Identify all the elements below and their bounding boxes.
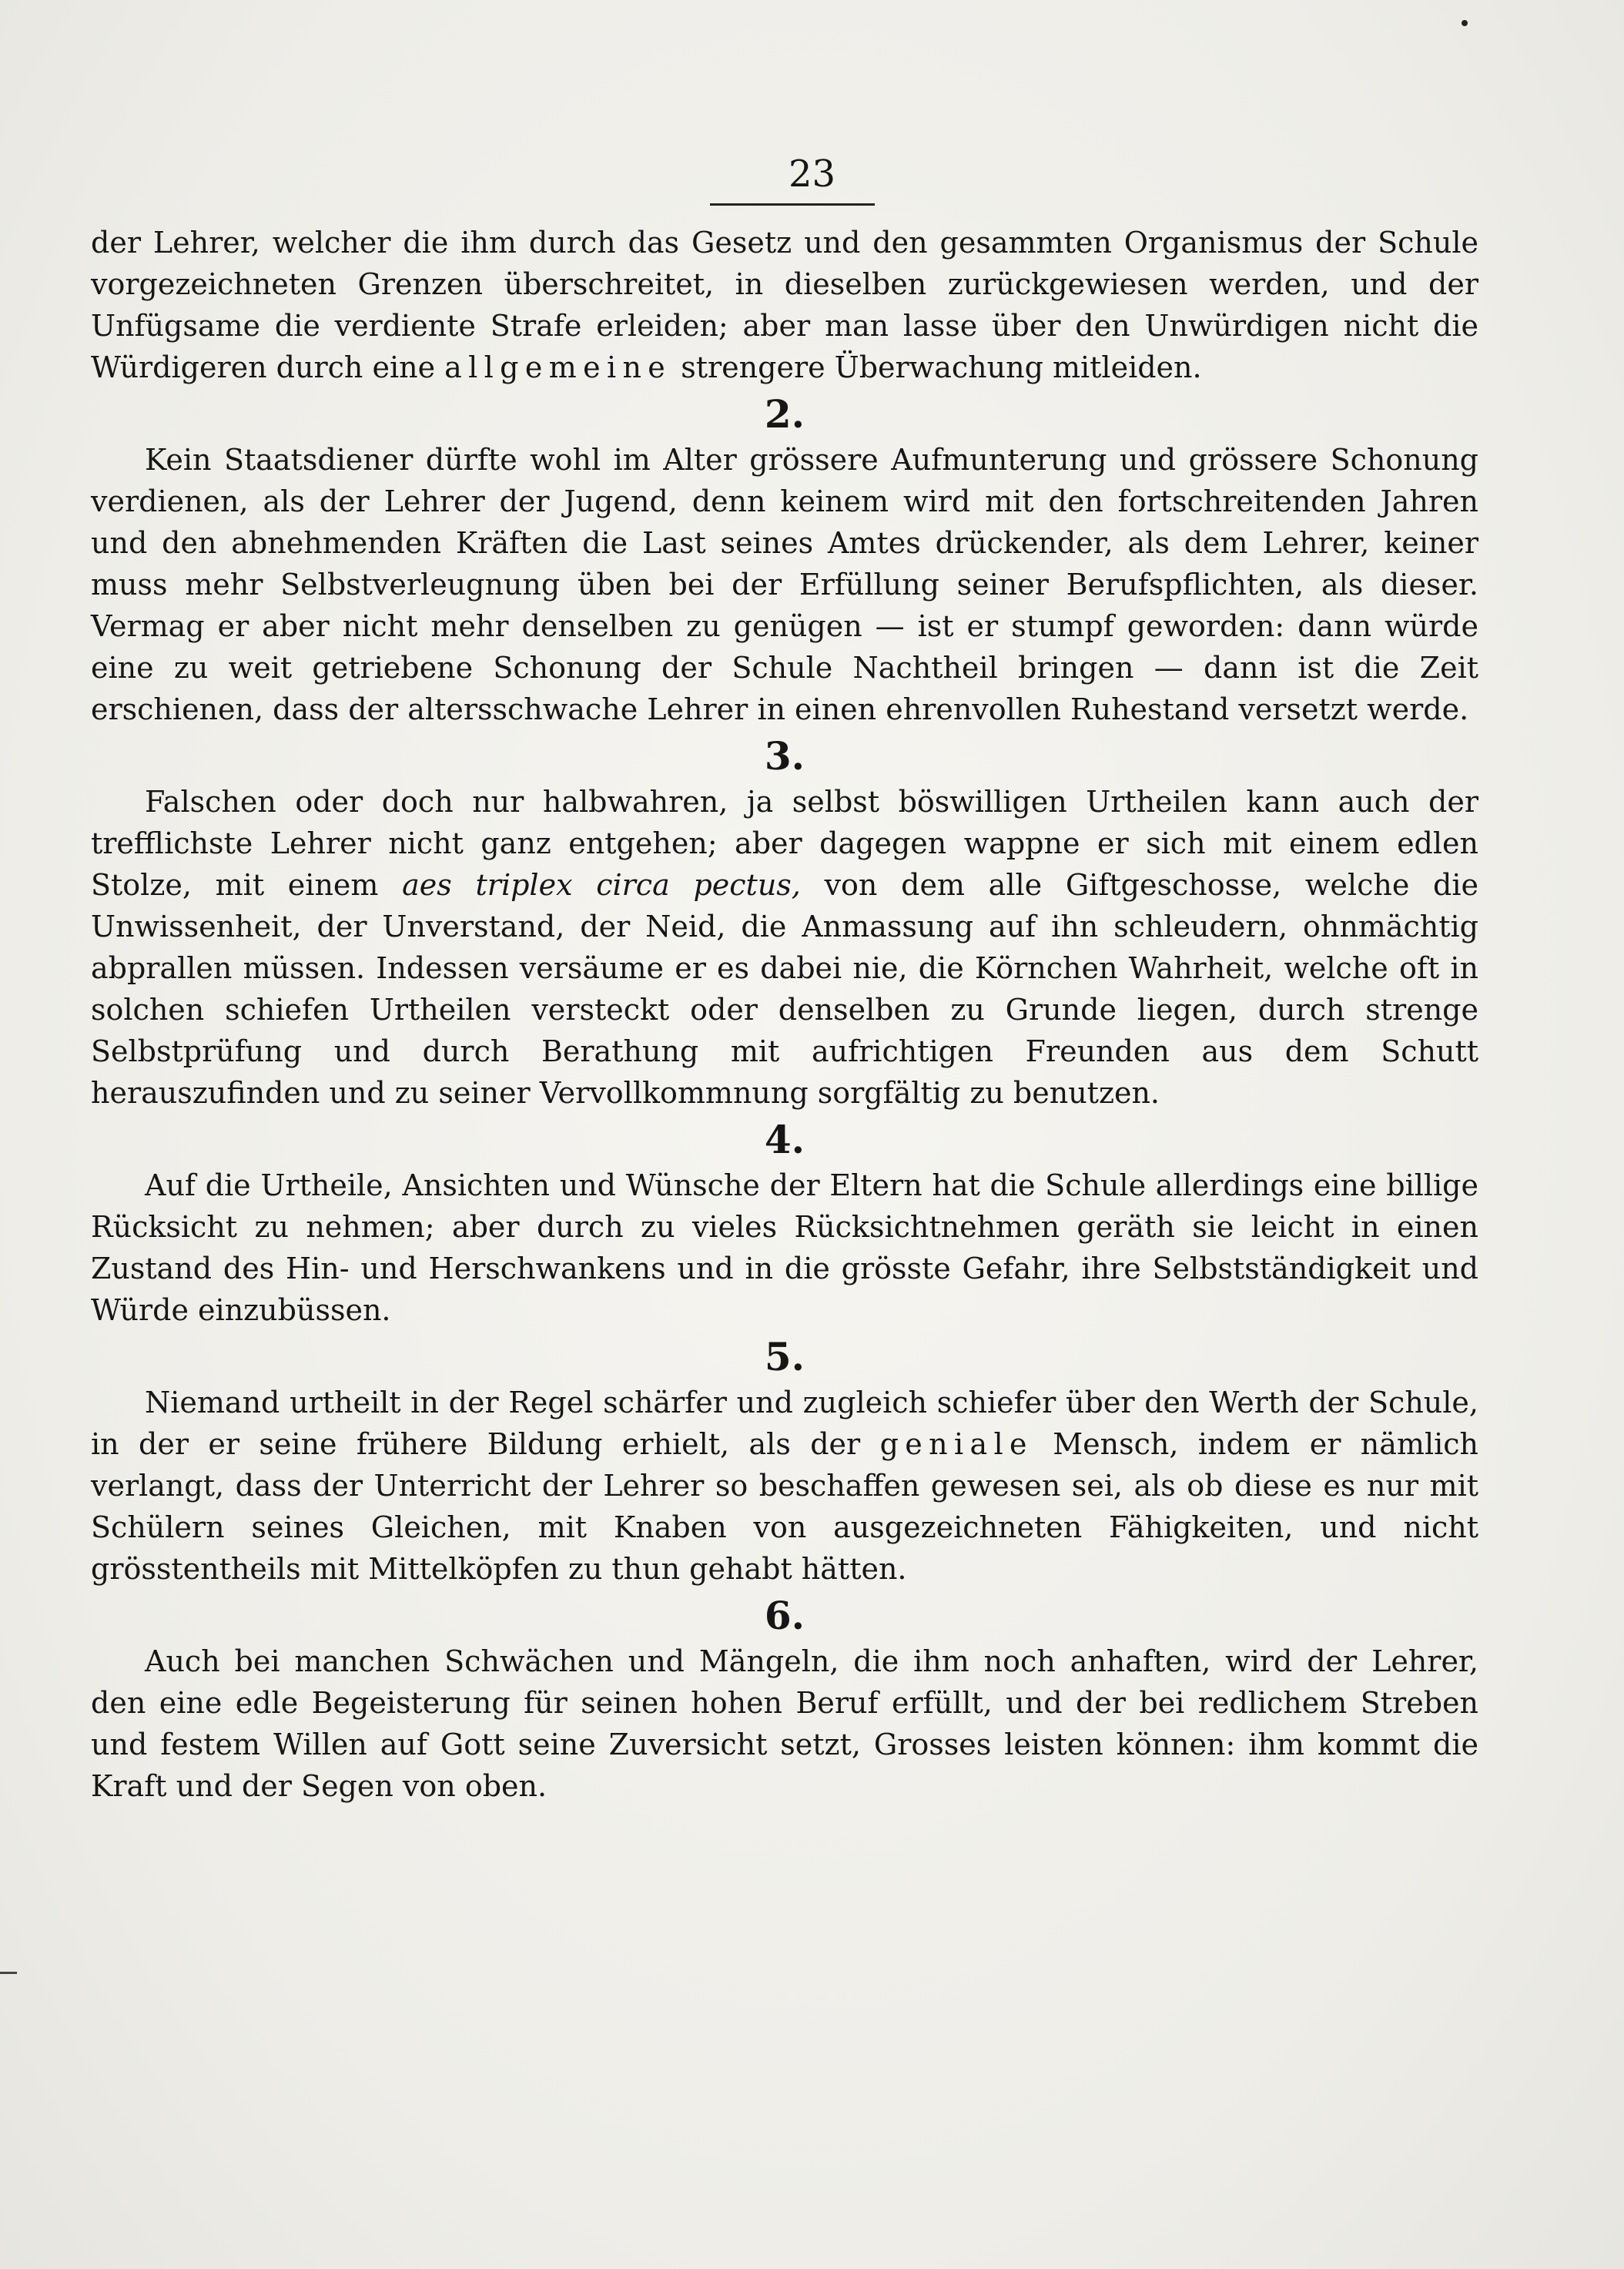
paragraph-text: strengere Überwachung mitleiden. <box>671 350 1202 384</box>
page-number: 23 <box>788 152 836 196</box>
section-4-text: Auf die Urtheile, Ansichten und Wünsche der Eltern hat die Schule allerdings eine billige Rücksicht zu nehmen; aber durch zu vieles Rücksichtnehmen geräth sie leicht in einen Zustand des Hin- und Herschwankens und in die grösste Gefahr, ihre Selbstständigkeit und Würde einzubüssen. <box>91 1168 1478 1327</box>
section-number-4: 4. <box>764 1117 805 1162</box>
body-text <box>91 222 1478 1807</box>
paragraph-text: Niemand urtheilt in der Regel schärfer und zugleich schiefer über den Werth der Schule, in der er seine frühere Bildung erhielt, als der <box>91 1386 1478 1461</box>
ink-speck <box>1462 20 1468 26</box>
section-number-2: 2. <box>764 391 805 437</box>
emphasized-word: geniale <box>879 1427 1033 1461</box>
section-2-text: Kein Staatsdiener dürfte wohl im Alter grössere Aufmunterung und grössere Schonung verdienen, als der Lehrer der Jugend, denn keinem wird mit den fortschreitenden Jahren und den abnehmenden Kräften die Last seines Amtes drückender, als dem Lehrer, keiner muss mehr Selbstverleugnung üben bei der Erfüllung seiner Berufspflichten, als dieser. Vermag er aber nicht mehr denselben zu genügen — ist er stumpf geworden: dann würde eine zu weit getriebene Schonung der Schule Nachtheil bringen — dann ist die Zeit erschienen, dass der altersschwache Lehrer in einen ehrenvollen Ruhestand versetzt werde. <box>91 443 1478 726</box>
header-rule <box>710 203 875 206</box>
margin-mark <box>0 1972 17 1974</box>
latin-phrase: aes triplex circa pectus, <box>402 868 801 902</box>
paragraph-continued <box>91 222 1478 388</box>
paragraph-text: von dem alle Giftgeschosse, welche die Unwissenheit, der Unverstand, der Neid, die Anmassung auf ihn schleudern, ohnmächtig abprallen müssen. Indessen versäume er es dabei nie, die Körnchen Wahrheit, welche oft in solchen schiefen Urtheilen versteckt oder denselben zu Grunde liegen, durch strenge Selbstprüfung und durch Berathung mit aufrichtigen Freunden aus dem Schutt herauszufinden und zu seiner Vervollkommnung sorgfältig zu benutzen. <box>91 868 1478 1110</box>
paragraph-text: Falschen oder doch nur halbwahren, ja selbst böswilligen Urtheilen kann auch der trefflichste Lehrer nicht ganz entgehen; aber dagegen wappne er sich mit einem edlen Stolze, mit einem <box>91 785 1478 902</box>
section-number-5: 5. <box>764 1334 805 1379</box>
section-3-text <box>91 781 1478 1114</box>
emphasized-word: allgemeine <box>444 350 672 384</box>
section-number-6: 6. <box>764 1593 805 1638</box>
paragraph-text: der Lehrer, welcher die ihm durch das Gesetz und den gesammten Organismus der Schule vorgezeichneten Grenzen überschreitet, in dieselben zurückgewiesen werden, und der Unfügsame die verdiente Strafe erleiden; aber man lasse über den Unwürdigen nicht die Würdigeren durch eine <box>91 226 1478 384</box>
section-5-text <box>91 1382 1478 1590</box>
paragraph-text: Mensch, indem er nämlich verlangt, dass der Unterricht der Lehrer so beschaffen gewesen sei, als ob diese es nur mit Schülern seines Gleichen, mit Knaben von ausgezeichneten Fähigkeiten, und nicht grösstentheils mit Mittelköpfen zu thun gehabt hätten. <box>91 1427 1478 1586</box>
section-6-text: Auch bei manchen Schwächen und Mängeln, die ihm noch anhaften, wird der Lehrer, den eine edle Begeisterung für seinen hohen Beruf erfüllt, und der bei redlichem Streben und festem Willen auf Gott seine Zuversicht setzt, Grosses leisten können: ihm kommt die Kraft und der Segen von oben. <box>91 1644 1478 1803</box>
section-number-3: 3. <box>764 733 805 779</box>
